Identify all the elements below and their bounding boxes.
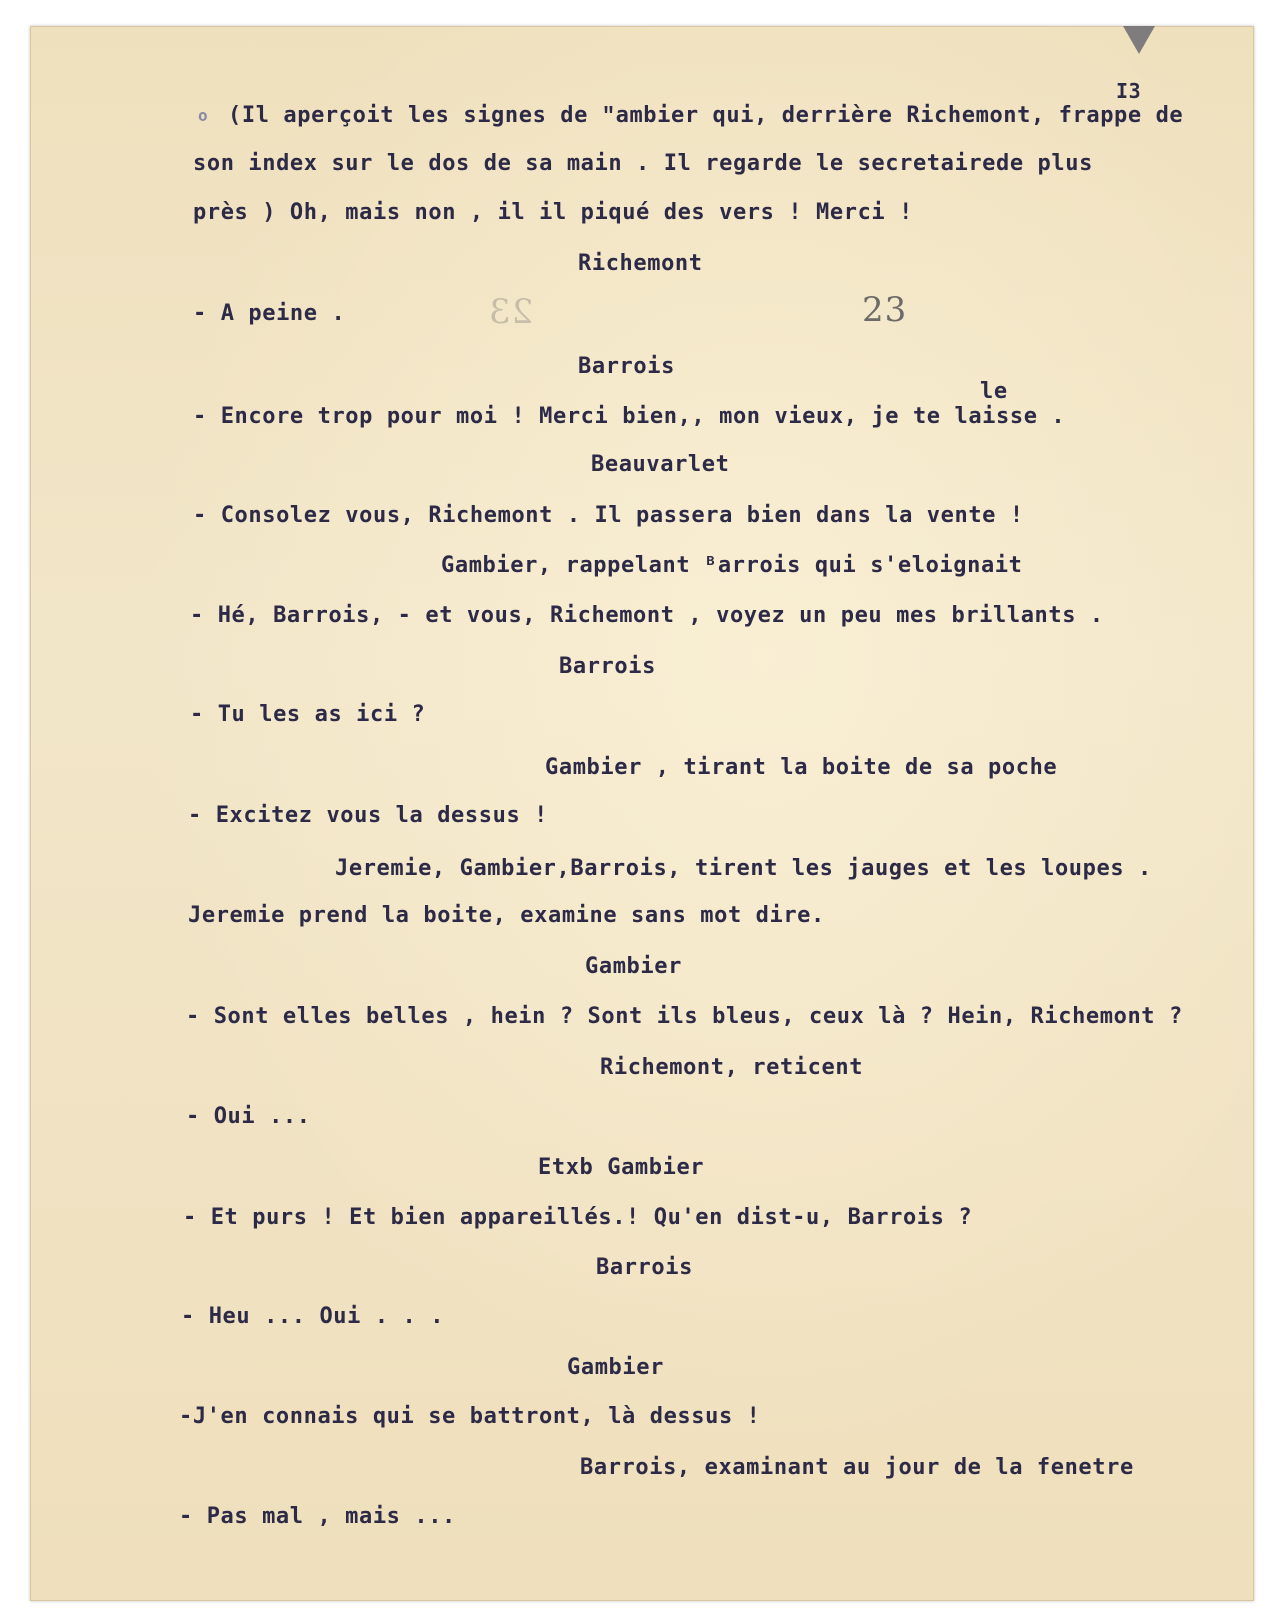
corner-tab-mark bbox=[1123, 26, 1155, 54]
line-heu-oui: - Heu ... Oui . . . bbox=[181, 1304, 445, 1329]
line-encore: - Encore trop pour moi ! Merci bien,, mon vieux, je te laisse . bbox=[193, 404, 1066, 429]
line-oui: - Oui ... bbox=[186, 1104, 311, 1129]
line-jen-connais: -J'en connais qui se battront, là dessus ! bbox=[179, 1404, 761, 1429]
speaker-gambier-3: Gambier bbox=[567, 1355, 664, 1380]
pencil-page-number: 23 bbox=[862, 290, 908, 330]
insertion-le: le bbox=[980, 379, 1008, 404]
line-sont-elles: - Sont elles belles , hein ? Sont ils bleus, ceux là ? Hein, Richemont ? bbox=[186, 1004, 1183, 1029]
line-excitez: - Excitez vous la dessus ! bbox=[188, 803, 548, 828]
speaker-gambier: Gambier bbox=[585, 954, 682, 979]
line-3: près ) Oh, mais non , il il piqué des vers ! Merci ! bbox=[193, 200, 913, 225]
speaker-barrois: Barrois bbox=[578, 354, 675, 379]
stage-barrois-examinant: Barrois, examinant au jour de la fenetre bbox=[580, 1455, 1134, 1480]
line-tu-les: - Tu les as ici ? bbox=[190, 702, 426, 727]
speaker-beauvarlet: Beauvarlet bbox=[591, 452, 730, 477]
line-et-purs: - Et purs ! Et bien appareillés.! Qu'en dist-u, Barrois ? bbox=[183, 1205, 973, 1230]
stage-jeremie-2: Jeremie prend la boite, examine sans mot dire. bbox=[188, 903, 825, 928]
line-consolez: - Consolez vous, Richemont . Il passera bien dans la vente ! bbox=[193, 503, 1024, 528]
line-a-peine: - A peine . bbox=[193, 301, 346, 326]
pencil-page-number-faint: 23 bbox=[488, 292, 534, 332]
stage-richemont-reticent: Richemont, reticent bbox=[600, 1055, 864, 1080]
stage-gambier-rappelant: Gambier, rappelant ᴮarrois qui s'eloignait bbox=[441, 553, 1023, 578]
line-2: son index sur le dos de sa main . Il regarde le secretairede plus bbox=[193, 151, 1093, 176]
page-number: I3 bbox=[1116, 79, 1142, 103]
line-pas-mal: - Pas mal , mais ... bbox=[179, 1504, 456, 1529]
speaker-richemont: Richemont bbox=[578, 251, 703, 276]
stage-jeremie-1: Jeremie, Gambier,Barrois, tirent les jauges et les loupes . bbox=[335, 856, 1152, 881]
speaker-barrois-2: Barrois bbox=[559, 654, 656, 679]
line-1: (Il aperçoit les signes de ʺambier qui, derrière Richemont, frappe de bbox=[228, 103, 1184, 128]
stage-gambier-tirant: Gambier , tirant la boite de sa poche bbox=[545, 755, 1058, 780]
stray-mark: o bbox=[198, 106, 208, 125]
line-he-barrois: - Hé, Barrois, - et vous, Richemont , voyez un peu mes brillants . bbox=[190, 603, 1104, 628]
speaker-barrois-3: Barrois bbox=[596, 1255, 693, 1280]
speaker-gambier-2: Etxb Gambier bbox=[538, 1155, 705, 1180]
